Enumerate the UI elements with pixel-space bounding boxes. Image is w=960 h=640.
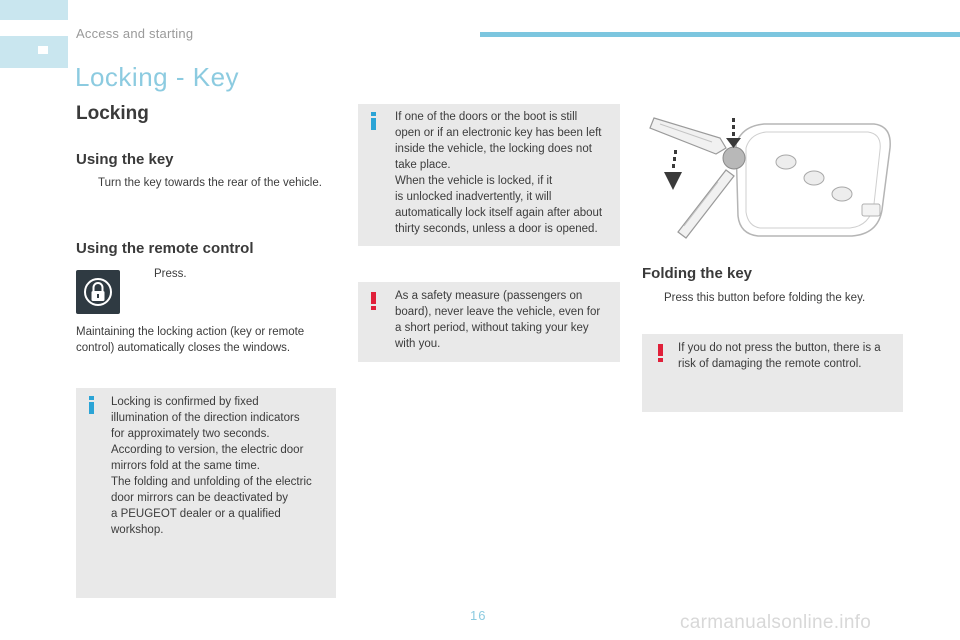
bullet-marker: [642, 290, 664, 306]
info-box-text: If one of the doors or the boot is still open or if an electronic key has been left inside the vehicle, the locking does not take place. When the vehicle is locked, if it is unlocked inadvertently, it will automatically lock itself again after about thirty seconds, unless a door is opened.: [395, 111, 603, 235]
heading-using-key: Using the key: [76, 151, 174, 168]
bullet-turn-key: [76, 175, 326, 191]
bullet-text: Press this button before folding the key.: [664, 292, 866, 304]
bullet-press: [132, 266, 322, 282]
heading-remote-control: Using the remote control: [76, 240, 254, 257]
bullet-marker: [76, 175, 98, 191]
watermark: carmanualsonline.info: [680, 612, 872, 633]
warning-icon: [371, 292, 376, 310]
bullet-marker: [132, 266, 154, 282]
bullet-text: Press.: [154, 268, 187, 280]
warning-box-folding: [642, 334, 903, 412]
header-rule: [480, 32, 960, 37]
info-icon: [89, 396, 94, 414]
warning-box-safety: [358, 282, 620, 362]
warning-box-text: If you do not press the button, there is a risk of damaging the remote control.: [678, 342, 881, 370]
warning-icon: [658, 344, 663, 362]
paragraph-windows: Maintaining the locking action (key or remote control) automatically closes the windows.: [76, 326, 305, 354]
bullet-text: Turn the key towards the rear of the vehicle.: [98, 177, 322, 189]
bullet-press-button: [642, 290, 902, 306]
key-illustration: [646, 104, 896, 250]
info-box-text: Locking is confirmed by fixed illumination of the direction indicators for approximately two seconds. According to version, the electric door mirrors fold at the same time. The folding and unfolding of the electric door mirrors can be deactivated by a PEUGEOT dealer or a qualified workshop.: [111, 396, 312, 536]
chapter-tab-notch: [0, 20, 68, 36]
section-name: Access and starting: [76, 26, 194, 41]
info-icon: [371, 112, 376, 130]
heading-folding-key: Folding the key: [642, 265, 753, 282]
page-number: 16: [470, 608, 487, 623]
lock-button-icon: [76, 270, 120, 314]
info-box-locking: [76, 388, 336, 598]
heading-locking: Locking: [76, 103, 149, 124]
info-box-doors: [358, 104, 620, 246]
page-title: Locking - Key: [75, 62, 240, 92]
warning-box-text: As a safety measure (passengers on board), never leave the vehicle, even for a short period, without taking your key with you.: [395, 290, 601, 350]
chapter-tab-mark: [38, 46, 48, 54]
